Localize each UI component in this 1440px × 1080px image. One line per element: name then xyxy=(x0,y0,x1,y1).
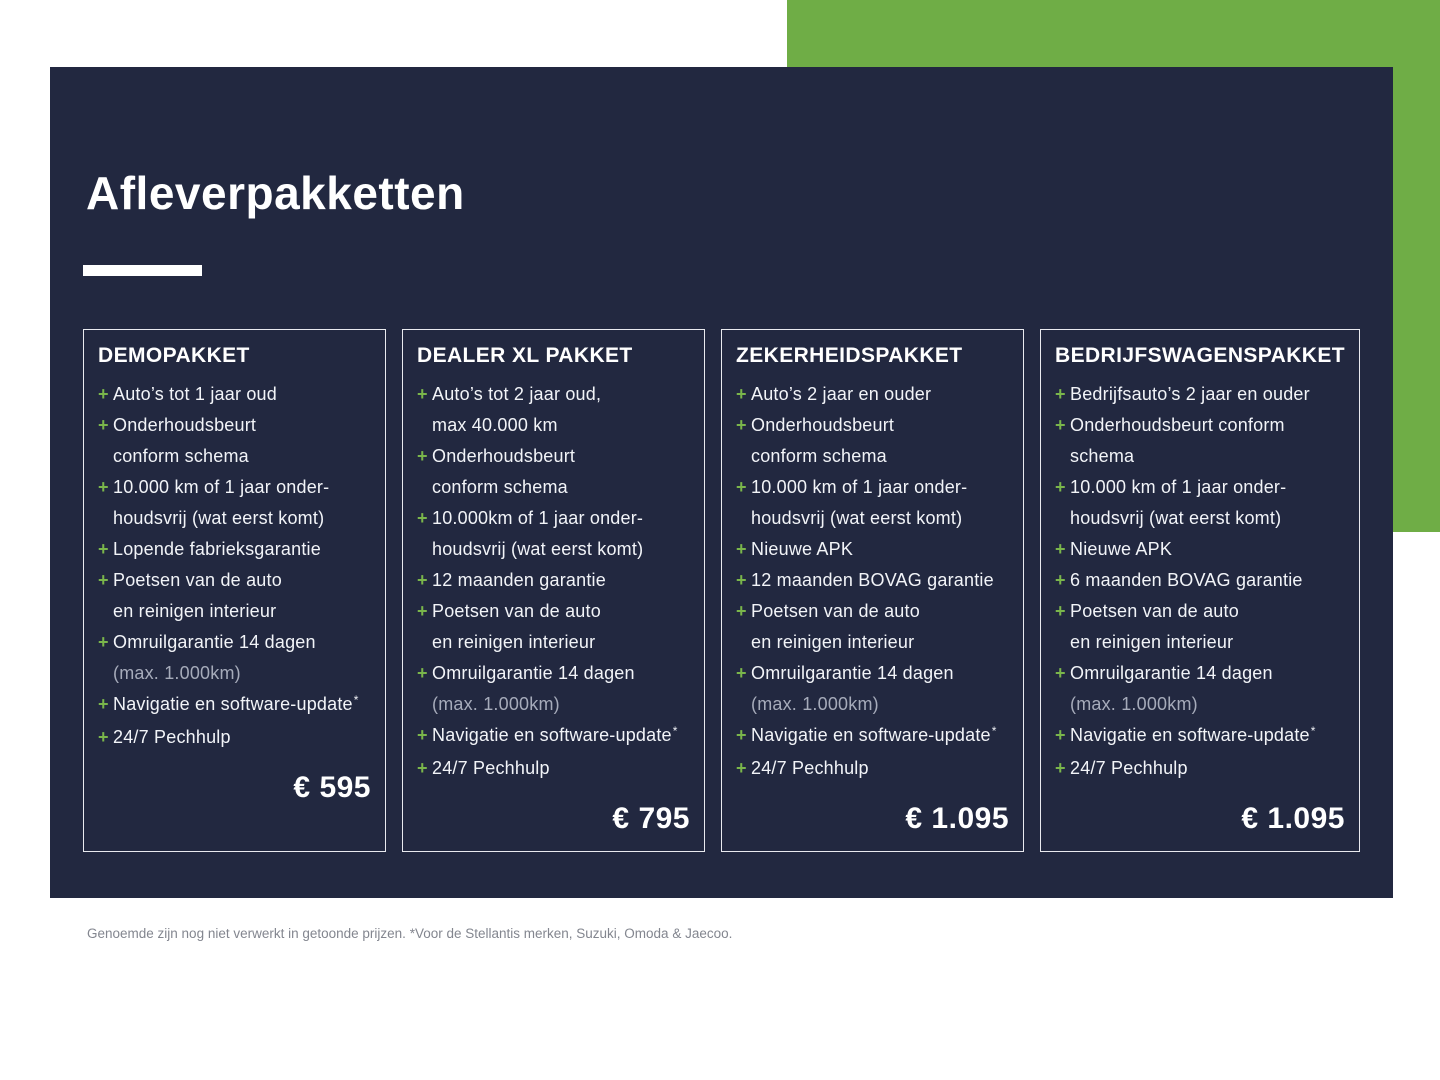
feature-line xyxy=(1070,503,1345,534)
package-price: € 1.095 xyxy=(1241,802,1345,835)
feature-text: 10.000 km of 1 jaar onder- xyxy=(1070,477,1287,497)
feature-text: Poetsen van de auto xyxy=(751,601,920,621)
feature-item xyxy=(736,534,1009,565)
feature-line xyxy=(1070,534,1345,565)
feature-line xyxy=(432,565,690,596)
feature-text: 12 maanden BOVAG garantie xyxy=(751,570,994,590)
feature-line xyxy=(113,472,371,503)
feature-text: 24/7 Pechhulp xyxy=(432,758,550,778)
feature-text: conform schema xyxy=(751,446,887,466)
feature-text: Auto’s tot 1 jaar oud xyxy=(113,384,277,404)
plus-icon: + xyxy=(1055,415,1066,435)
feature-line xyxy=(113,441,371,472)
feature-line xyxy=(1070,596,1345,627)
plus-icon: + xyxy=(98,539,109,559)
feature-line xyxy=(1070,689,1345,720)
package-cards xyxy=(83,329,1360,852)
feature-item xyxy=(1055,658,1345,720)
feature-line xyxy=(751,689,1009,720)
plus-icon: + xyxy=(1055,384,1066,404)
feature-list xyxy=(736,379,1009,784)
plus-icon: + xyxy=(736,570,747,590)
feature-text: 10.000 km of 1 jaar onder- xyxy=(751,477,968,497)
feature-text: Nieuwe APK xyxy=(1070,539,1173,559)
feature-line xyxy=(751,441,1009,472)
plus-icon: + xyxy=(417,384,428,404)
feature-item xyxy=(98,627,371,689)
package-title: DEALER XL PAKKET xyxy=(417,344,633,367)
feature-text: Auto’s tot 2 jaar oud, xyxy=(432,384,602,404)
plus-icon: + xyxy=(98,727,109,747)
feature-item xyxy=(1055,379,1345,410)
feature-text: (max. 1.000km) xyxy=(113,663,241,683)
feature-line xyxy=(113,627,371,658)
feature-text: en reinigen interieur xyxy=(1070,632,1234,652)
feature-text: Auto’s 2 jaar en ouder xyxy=(751,384,932,404)
plus-icon: + xyxy=(1055,477,1066,497)
feature-item xyxy=(1055,753,1345,784)
feature-text: houdsvrij (wat eerst komt) xyxy=(113,508,325,528)
plus-icon: + xyxy=(736,601,747,621)
feature-item xyxy=(1055,596,1345,658)
feature-line xyxy=(751,379,1009,410)
package-card xyxy=(402,329,705,852)
plus-icon: + xyxy=(1055,663,1066,683)
feature-text: en reinigen interieur xyxy=(113,601,277,621)
feature-line xyxy=(113,503,371,534)
feature-text: Poetsen van de auto xyxy=(1070,601,1239,621)
plus-icon: + xyxy=(417,725,428,745)
feature-text: max 40.000 km xyxy=(432,415,558,435)
feature-item xyxy=(736,720,1009,753)
feature-line xyxy=(751,534,1009,565)
feature-item xyxy=(1055,720,1345,753)
feature-item xyxy=(98,472,371,534)
package-card xyxy=(721,329,1024,852)
package-title: DEMOPAKKET xyxy=(98,344,250,367)
feature-line xyxy=(1070,627,1345,658)
feature-line xyxy=(113,534,371,565)
feature-text: Navigatie en software-update xyxy=(1070,725,1310,745)
feature-line xyxy=(432,627,690,658)
feature-line xyxy=(1070,753,1345,784)
feature-line xyxy=(751,503,1009,534)
feature-text: Omruilgarantie 14 dagen xyxy=(751,663,954,683)
plus-icon: + xyxy=(736,758,747,778)
feature-line xyxy=(751,720,1009,753)
title-underline xyxy=(83,265,202,276)
feature-text: Omruilgarantie 14 dagen xyxy=(432,663,635,683)
feature-text: (max. 1.000km) xyxy=(432,694,560,714)
feature-line xyxy=(1070,565,1345,596)
feature-line xyxy=(432,441,690,472)
plus-icon: + xyxy=(1055,601,1066,621)
feature-text: Omruilgarantie 14 dagen xyxy=(113,632,316,652)
feature-text: 6 maanden BOVAG garantie xyxy=(1070,570,1303,590)
feature-line xyxy=(751,627,1009,658)
plus-icon: + xyxy=(417,758,428,778)
feature-text: Navigatie en software-update xyxy=(113,694,353,714)
feature-line xyxy=(113,410,371,441)
plus-icon: + xyxy=(736,384,747,404)
feature-line xyxy=(113,596,371,627)
feature-item xyxy=(1055,534,1345,565)
plus-icon: + xyxy=(736,539,747,559)
feature-item xyxy=(98,689,371,722)
feature-line xyxy=(432,753,690,784)
feature-line xyxy=(432,689,690,720)
plus-icon: + xyxy=(736,415,747,435)
plus-icon: + xyxy=(1055,539,1066,559)
feature-line xyxy=(1070,441,1345,472)
feature-item xyxy=(1055,472,1345,534)
feature-line xyxy=(751,658,1009,689)
feature-text: 24/7 Pechhulp xyxy=(751,758,869,778)
asterisk-note: * xyxy=(991,724,997,738)
feature-line xyxy=(432,410,690,441)
feature-line xyxy=(432,379,690,410)
feature-text: houdsvrij (wat eerst komt) xyxy=(751,508,963,528)
feature-item xyxy=(417,753,690,784)
asterisk-note: * xyxy=(353,693,359,707)
feature-text: Poetsen van de auto xyxy=(113,570,282,590)
plus-icon: + xyxy=(98,384,109,404)
feature-line xyxy=(751,753,1009,784)
feature-line xyxy=(1070,379,1345,410)
feature-item xyxy=(1055,410,1345,472)
feature-text: (max. 1.000km) xyxy=(1070,694,1198,714)
feature-text: Onderhoudsbeurt xyxy=(113,415,257,435)
feature-text: Omruilgarantie 14 dagen xyxy=(1070,663,1273,683)
feature-item xyxy=(736,596,1009,658)
feature-text: Navigatie en software-update xyxy=(751,725,991,745)
feature-text: conform schema xyxy=(432,477,568,497)
plus-icon: + xyxy=(417,663,428,683)
asterisk-note: * xyxy=(1310,724,1316,738)
feature-text: 10.000 km of 1 jaar onder- xyxy=(113,477,330,497)
feature-line xyxy=(1070,472,1345,503)
feature-text: Nieuwe APK xyxy=(751,539,854,559)
feature-line xyxy=(113,565,371,596)
package-title: BEDRIJFSWAGENSPAKKET xyxy=(1055,344,1345,367)
plus-icon: + xyxy=(98,694,109,714)
feature-list xyxy=(1055,379,1345,784)
feature-line xyxy=(1070,658,1345,689)
feature-line xyxy=(751,410,1009,441)
feature-item xyxy=(1055,565,1345,596)
feature-item xyxy=(98,379,371,410)
plus-icon: + xyxy=(98,477,109,497)
feature-text: en reinigen interieur xyxy=(432,632,596,652)
feature-line xyxy=(751,596,1009,627)
feature-text: houdsvrij (wat eerst komt) xyxy=(432,539,644,559)
page-title: Afleverpakketten xyxy=(86,167,465,219)
feature-list xyxy=(98,379,371,753)
feature-item xyxy=(736,658,1009,720)
feature-item xyxy=(98,565,371,627)
plus-icon: + xyxy=(98,570,109,590)
feature-item xyxy=(417,596,690,658)
feature-text: Onderhoudsbeurt xyxy=(751,415,895,435)
feature-line xyxy=(751,565,1009,596)
feature-line xyxy=(432,720,690,753)
plus-icon: + xyxy=(1055,758,1066,778)
feature-item xyxy=(736,472,1009,534)
feature-item xyxy=(736,753,1009,784)
plus-icon: + xyxy=(1055,570,1066,590)
feature-line xyxy=(1070,720,1345,753)
package-title: ZEKERHEIDSPAKKET xyxy=(736,344,963,367)
package-card xyxy=(83,329,386,852)
feature-text: 24/7 Pechhulp xyxy=(1070,758,1188,778)
feature-line xyxy=(432,472,690,503)
feature-text: schema xyxy=(1070,446,1135,466)
feature-item xyxy=(98,534,371,565)
asterisk-note: * xyxy=(672,724,678,738)
package-price: € 595 xyxy=(293,771,371,804)
feature-item xyxy=(736,379,1009,410)
feature-text: Onderhoudsbeurt conform xyxy=(1070,415,1285,435)
feature-text: Lopende fabrieksgarantie xyxy=(113,539,321,559)
packages-panel xyxy=(50,67,1393,898)
feature-line xyxy=(113,379,371,410)
feature-text: Bedrijfsauto’s 2 jaar en ouder xyxy=(1070,384,1310,404)
feature-text: (max. 1.000km) xyxy=(751,694,879,714)
feature-line xyxy=(432,658,690,689)
feature-item xyxy=(736,565,1009,596)
feature-line xyxy=(751,472,1009,503)
plus-icon: + xyxy=(98,632,109,652)
feature-item xyxy=(417,441,690,503)
feature-line xyxy=(1070,410,1345,441)
package-card xyxy=(1040,329,1360,852)
package-price: € 1.095 xyxy=(905,802,1009,835)
plus-icon: + xyxy=(736,477,747,497)
feature-line xyxy=(432,534,690,565)
feature-list xyxy=(417,379,690,784)
feature-text: 10.000km of 1 jaar onder- xyxy=(432,508,644,528)
feature-text: conform schema xyxy=(113,446,249,466)
plus-icon: + xyxy=(417,570,428,590)
plus-icon: + xyxy=(98,415,109,435)
feature-text: Poetsen van de auto xyxy=(432,601,601,621)
feature-text: 24/7 Pechhulp xyxy=(113,727,231,747)
feature-item xyxy=(417,503,690,565)
feature-item xyxy=(417,379,690,441)
footnote: Genoemde zijn nog niet verwerkt in getoonde prijzen. *Voor de Stellantis merken, Suzuki, Omoda & Jaecoo. xyxy=(87,926,733,941)
package-price: € 795 xyxy=(612,802,690,835)
feature-text: en reinigen interieur xyxy=(751,632,915,652)
plus-icon: + xyxy=(417,508,428,528)
feature-item xyxy=(736,410,1009,472)
plus-icon: + xyxy=(736,725,747,745)
plus-icon: + xyxy=(417,601,428,621)
feature-text: Navigatie en software-update xyxy=(432,725,672,745)
feature-text: 12 maanden garantie xyxy=(432,570,606,590)
feature-item xyxy=(98,722,371,753)
feature-line xyxy=(432,596,690,627)
feature-line xyxy=(432,503,690,534)
feature-item xyxy=(417,720,690,753)
feature-line xyxy=(113,722,371,753)
feature-line xyxy=(113,689,371,722)
feature-text: houdsvrij (wat eerst komt) xyxy=(1070,508,1282,528)
feature-text: Onderhoudsbeurt xyxy=(432,446,576,466)
plus-icon: + xyxy=(1055,725,1066,745)
feature-line xyxy=(113,658,371,689)
feature-item xyxy=(417,565,690,596)
plus-icon: + xyxy=(736,663,747,683)
feature-item xyxy=(98,410,371,472)
feature-item xyxy=(417,658,690,720)
plus-icon: + xyxy=(417,446,428,466)
